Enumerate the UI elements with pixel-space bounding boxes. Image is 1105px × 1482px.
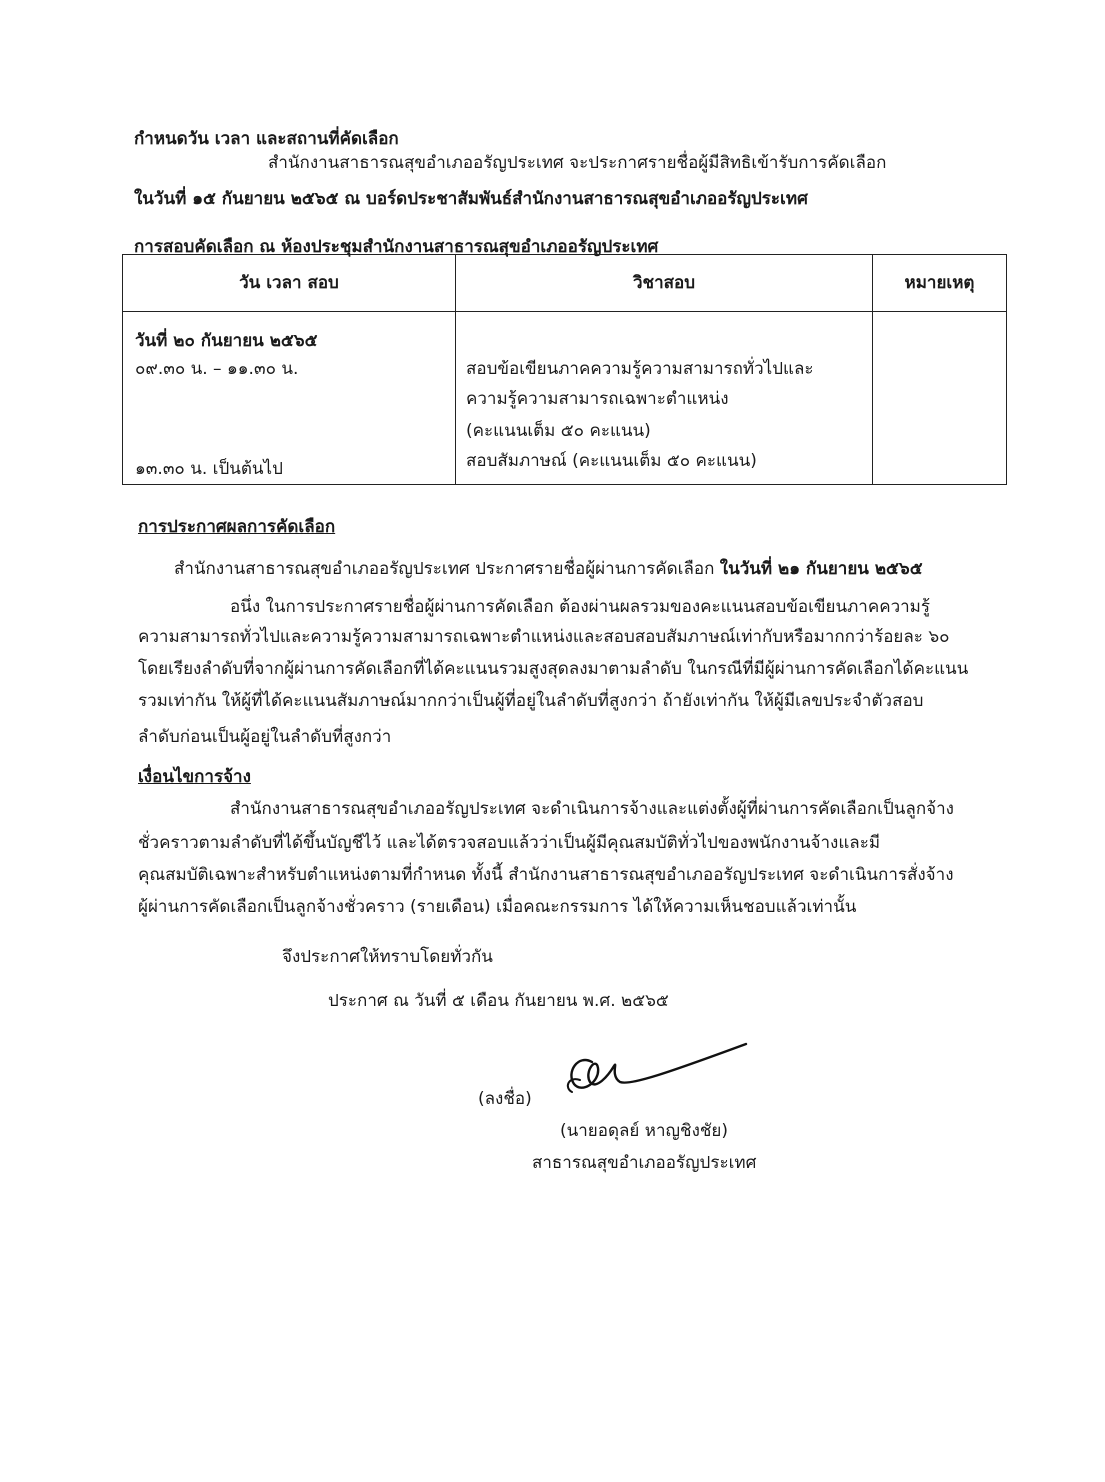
table-header-row — [123, 255, 1007, 312]
closing-date: ประกาศ ณ วันที่ ๕ เดือน กันยายน พ.ศ. ๒๕๖๕ — [328, 991, 669, 1011]
exam-time-written: ๐๙.๓๐ น. – ๑๑.๓๐ น. — [135, 359, 299, 379]
schedule-heading: กำหนดวัน เวลา และสถานที่คัดเลือก — [134, 129, 399, 149]
results-line4: โดยเรียงลำดับที่จากผู้ผ่านการคัดเลือกที่ได้คะแนนรวมสูงสุดลงมาตามลำดับ ในกรณีที่มีผู้ผ่านการคัดเลือกได้คะแนน — [138, 659, 969, 679]
subject-written-line1: สอบข้อเขียนภาคความรู้ความสามารถทั่วไปและ — [466, 359, 814, 379]
cell-remark — [873, 312, 1007, 485]
conditions-line3: คุณสมบัติเฉพาะสำหรับตำแหน่งตามที่กำหนด ทั้งนี้ สำนักงานสาธารณสุขอำเภออรัญประเทศ จะดำเนินการสั่งจ้าง — [138, 865, 954, 885]
results-line6: ลำดับก่อนเป็นผู้อยู่ในลำดับที่สูงกว่า — [138, 727, 392, 747]
results-line2: อนึ่ง ในการประกาศรายชื่อผู้ผ่านการคัดเลือก ต้องผ่านผลรวมของคะแนนสอบข้อเขียนภาคความรู้ — [230, 597, 931, 617]
subject-written-line2: ความรู้ความสามารถเฉพาะตำแหน่ง — [466, 389, 729, 409]
signer-name: (นายอดุลย์ หาญชิงชัย) — [560, 1121, 728, 1141]
announce-date-line: ในวันที่ ๑๕ กันยายน ๒๕๖๕ ณ บอร์ดประชาสัมพันธ์สำนักงานสาธารณสุขอำเภออรัญประเทศ — [134, 189, 808, 209]
table-row — [123, 312, 1007, 485]
exam-date: วันที่ ๒๐ กันยายน ๒๕๖๕ — [135, 331, 318, 351]
signature-image — [560, 1032, 760, 1102]
results-line5: รวมเท่ากัน ให้ผู้ที่ได้คะแนนสัมภาษณ์มากกว่าเป็นผู้ที่อยู่ในลำดับที่สูงกว่า ถ้ายังเท่ากัน ให้ผู้มีเลขประจำตัวสอบ — [138, 691, 924, 711]
conditions-line2: ชั่วคราวตามลำดับที่ได้ขึ้นบัญชีไว้ และได้ตรวจสอบแล้วว่าเป็นผู้มีคุณสมบัติทั่วไปของพนักงานจ้างและมี — [138, 833, 881, 853]
conditions-line1: สำนักงานสาธารณสุขอำเภออรัญประเทศ จะดำเนินการจ้างและแต่งตั้งผู้ที่ผ่านการคัดเลือกเป็นลูกจ้าง — [230, 799, 954, 819]
results-line3: ความสามารถทั่วไปและความรู้ความสามารถเฉพาะตำแหน่งและสอบสอบสัมภาษณ์เท่ากับหรือมากกว่าร้อยละ ๖๐ — [138, 627, 950, 647]
cell-datetime — [123, 312, 456, 485]
sign-label: (ลงชื่อ) — [478, 1089, 532, 1109]
cell-subject — [456, 312, 873, 485]
signer-title: สาธารณสุขอำเภออรัญประเทศ — [532, 1153, 757, 1173]
announce-line: สำนักงานสาธารณสุขอำเภออรัญประเทศ จะประกาศรายชื่อผู้มีสิทธิเข้ารับการคัดเลือก — [268, 153, 887, 173]
header-datetime: วัน เวลา สอบ — [123, 255, 456, 312]
conditions-heading: เงื่อนไขการจ้าง — [138, 767, 251, 787]
exam-location: การสอบคัดเลือก ณ ห้องประชุมสำนักงานสาธารณสุขอำเภออรัญประเทศ — [134, 237, 659, 257]
header-remark: หมายเหตุ — [873, 255, 1007, 312]
closing-notice: จึงประกาศให้ทราบโดยทั่วกัน — [282, 947, 493, 967]
conditions-line4: ผู้ผ่านการคัดเลือกเป็นลูกจ้างชั่วคราว (รายเดือน) เมื่อคณะกรรมการ ได้ให้ความเห็นชอบแล้วเท่านั้น — [138, 897, 857, 917]
subject-interview: สอบสัมภาษณ์ (คะแนนเต็ม ๕๐ คะแนน) — [466, 451, 757, 471]
subject-written-line3: (คะแนนเต็ม ๕๐ คะแนน) — [466, 421, 651, 441]
exam-schedule-table — [122, 254, 1007, 485]
results-line1: สำนักงานสาธารณสุขอำเภออรัญประเทศ ประกาศรายชื่อผู้ผ่านการคัดเลือก ในวันที่ ๒๑ กันยายน ๒๕๖๕ — [174, 559, 923, 579]
exam-time-interview: ๑๓.๓๐ น. เป็นต้นไป — [135, 459, 283, 479]
results-heading: การประกาศผลการคัดเลือก — [138, 517, 336, 537]
header-subject: วิชาสอบ — [456, 255, 873, 312]
